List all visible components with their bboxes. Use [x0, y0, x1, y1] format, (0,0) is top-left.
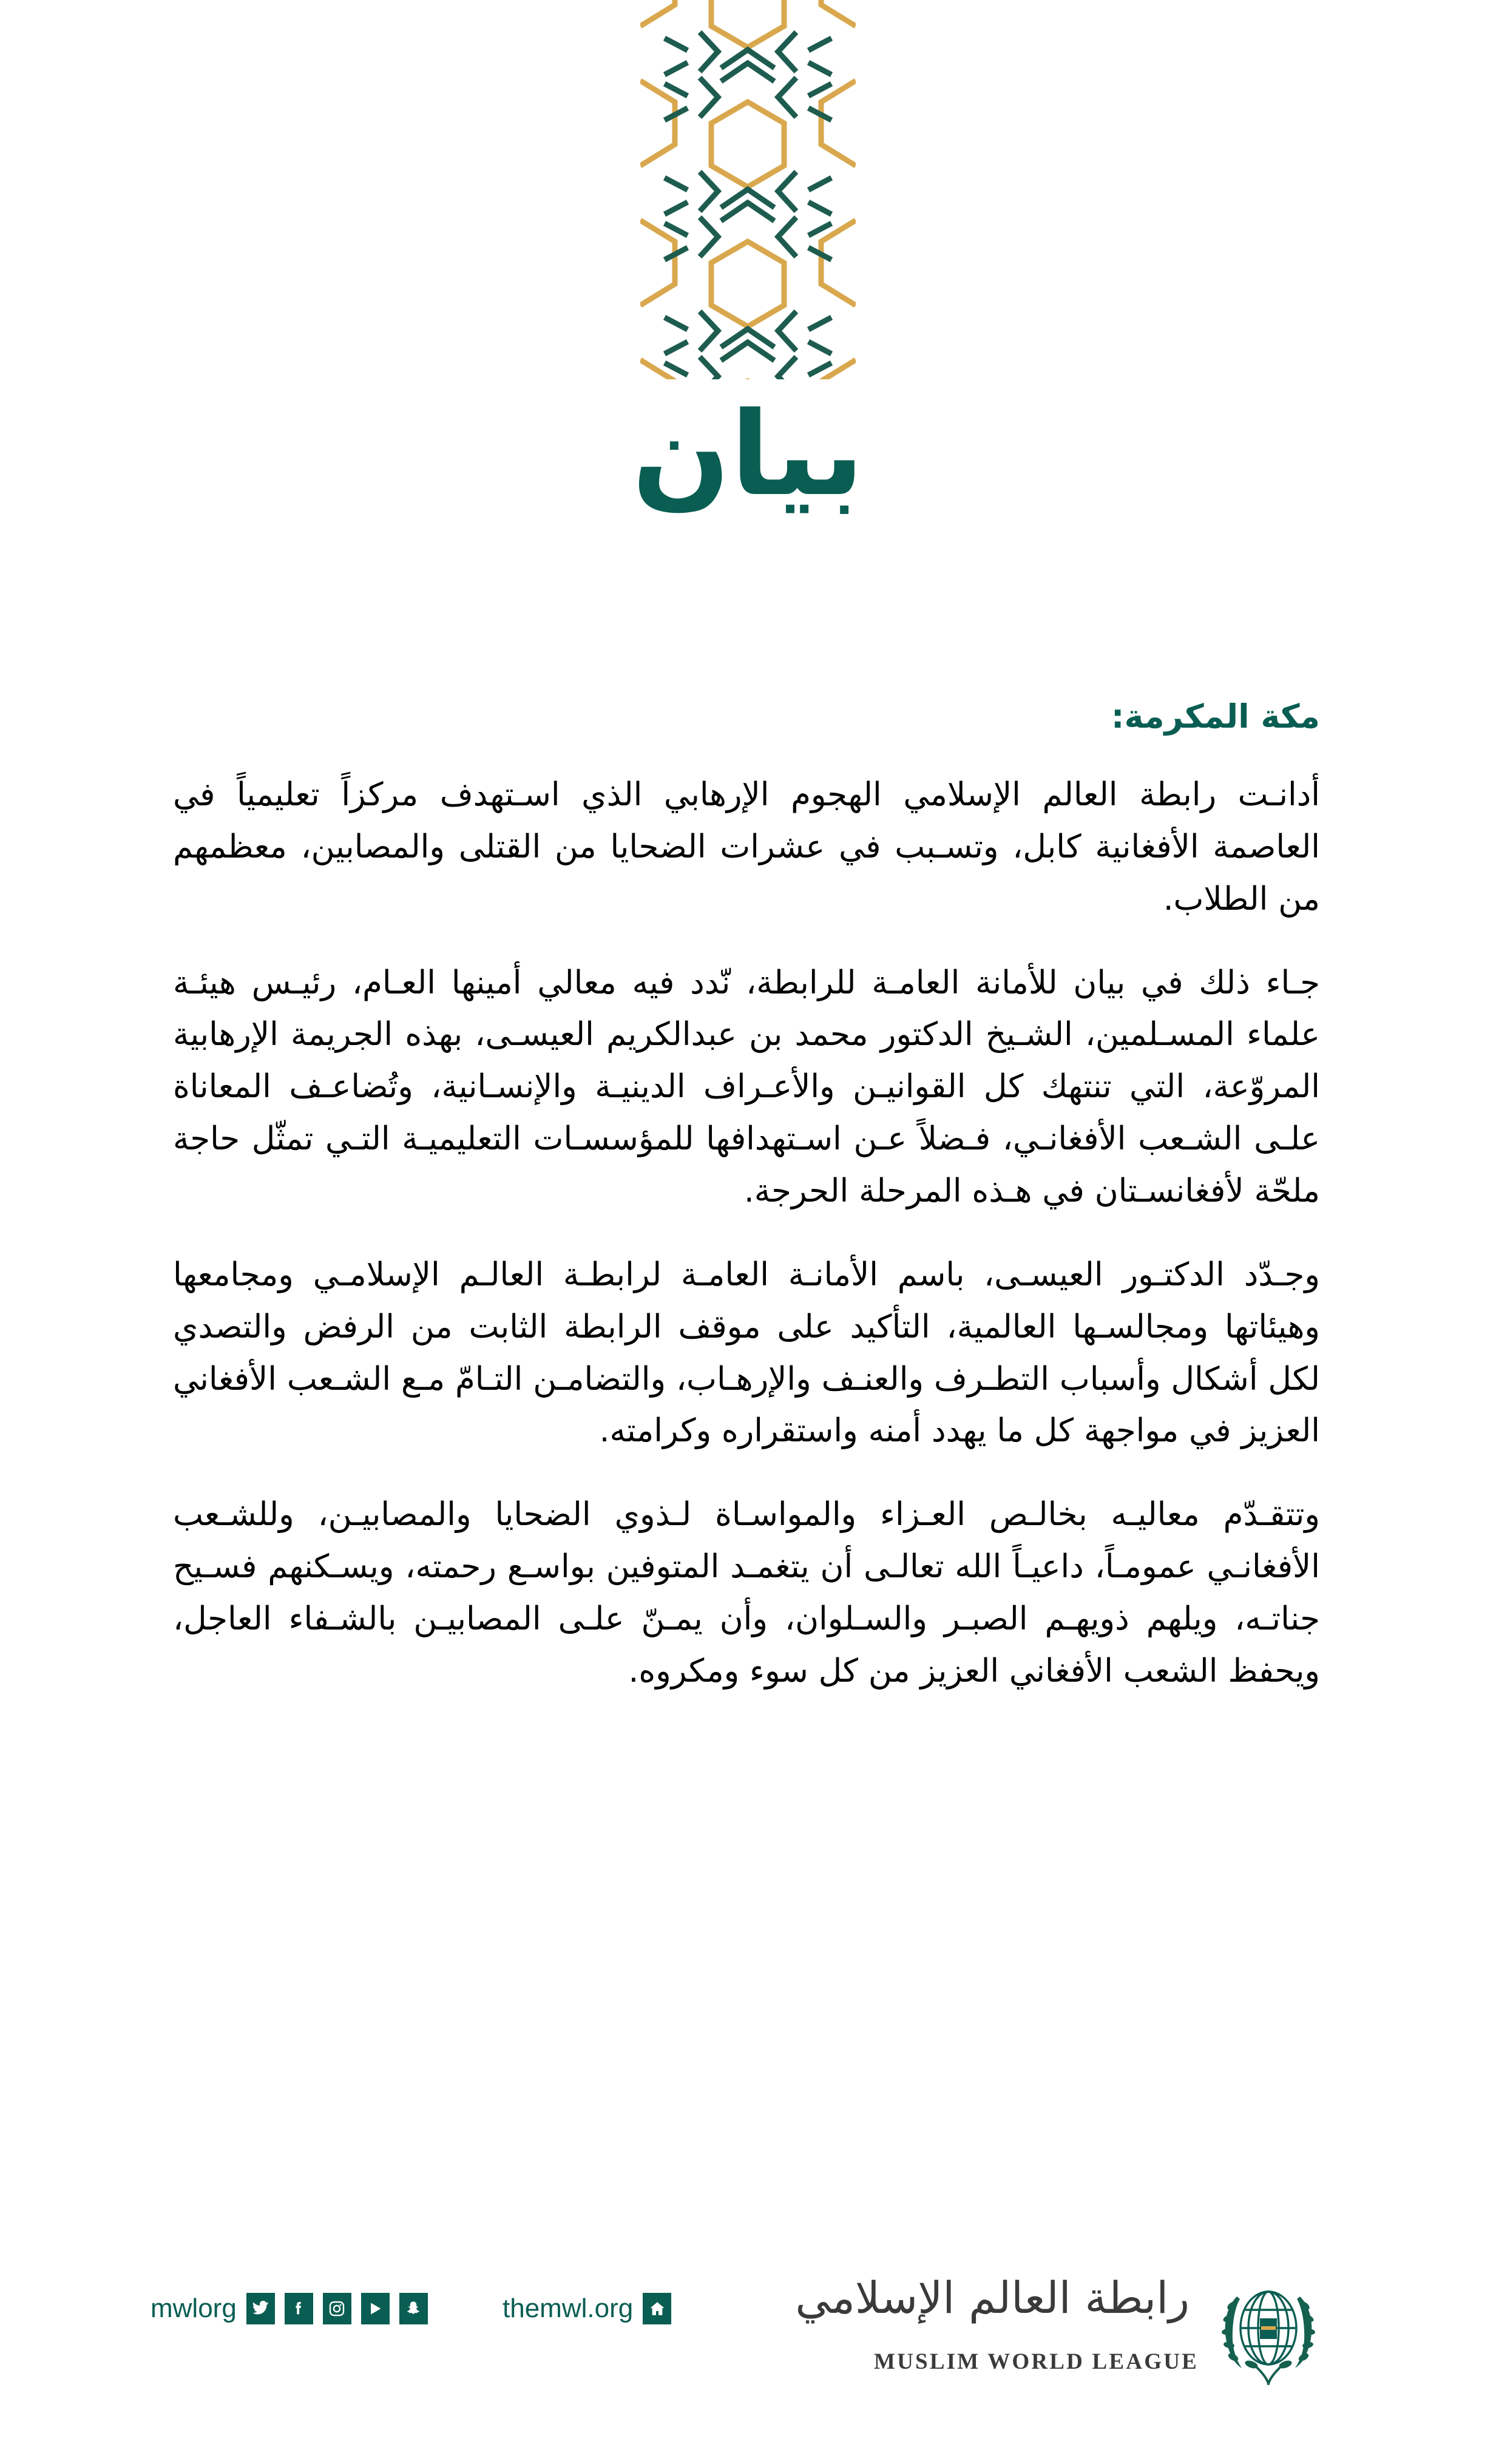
- page-title: بيان: [632, 387, 864, 521]
- website-url: themwl.org: [503, 2293, 634, 2323]
- instagram-icon[interactable]: [323, 2293, 351, 2324]
- facebook-icon[interactable]: [285, 2293, 313, 2324]
- social-links: [151, 2293, 428, 2324]
- logo-latin-name: MUSLIM WORLD LEAGUE: [874, 2349, 1199, 2374]
- statement-body: [173, 692, 1320, 1697]
- logo-arabic-name: رابطة العالم الإسلامي: [795, 2272, 1190, 2323]
- paragraph-4: وتتقـدّم معاليـه بخالـص العـزاء والمواسـاة لـذوي الضحايا والمصابيـن، وللشـعب الأفغانـي عمومـاً، داعيـاً الله تعالـى أن يتغمـد المتوفين بواسـع رحمته، ويسـكنهم فسـيح جناتـه، ويلهم ذويهـم الصبـر والسـلوان، وأن يمـنّ علـى المصابيـن بالشـفاء العاجل، ويحفظ الشعب الأفغاني العزيز من كل سوء ومكروه.: [173, 1496, 1320, 1690]
- website-link: [503, 2293, 671, 2324]
- footer: [0, 2270, 1496, 2428]
- globe-kaaba-wreath-emblem: [1208, 2272, 1329, 2394]
- title-container: [0, 388, 1496, 521]
- social-handle: mwlorg: [151, 2293, 237, 2323]
- islamic-geometric-pattern: [640, 0, 856, 379]
- paragraph-1: أدانـت رابطة العالم الإسلامي الهجوم الإرهابي الذي اسـتهدف مركزاً تعليمياً في العاصمة الأفغانية كابل، وتسـبب في عشرات الضحايا من القتلى والمصابين، معظمهم من الطلاب.: [173, 776, 1320, 918]
- snapchat-icon[interactable]: [399, 2293, 428, 2324]
- paragraph-2: جـاء ذلك في بيان للأمانة العامـة للرابطة، نّدد فيه معالي أمينها العـام، رئيـس هيئـة علماء المسـلمين، الشـيخ الدكتور محمد بن عبدالكريم العيسـى، بهذه الجريمة الإرهابية المروّعة، التي تنتهك كل القوانيـن والأعـراف الدينيـة والإنسـانية، وتُضاعـف المعاناة علـى الشـعب الأفغانـي، فـضلاً عـن اسـتهدافها للمؤسسـات التعليميـة التـي تمثّل حاجة ملحّة لأفغانسـتان في هـذه المرحلة الحرجة.: [173, 964, 1320, 1210]
- ornament-svg: [640, 0, 856, 379]
- dateline: مكة المكرمة:: [1111, 697, 1320, 736]
- home-icon[interactable]: [643, 2293, 671, 2324]
- paragraph-3: وجـدّد الدكتـور العيسـى، باسم الأمانـة العامـة لرابطـة العالـم الإسلامـي ومجامعها وهيئاتها ومجالسـها العالمية، التأكيد على موقف الرابطة الثابت من الرفض والتصدي لكل أشكال وأسباب التطـرف والعنـف والإرهـاب، والتضامـن التـامّ مـع الشـعب الأفغاني العزيز في مواجهة كل ما يهدد أمنه واستقراره وكرامته.: [173, 1256, 1320, 1450]
- mwl-logo: [795, 2270, 1329, 2422]
- twitter-icon[interactable]: [246, 2293, 275, 2324]
- youtube-icon[interactable]: [361, 2293, 390, 2324]
